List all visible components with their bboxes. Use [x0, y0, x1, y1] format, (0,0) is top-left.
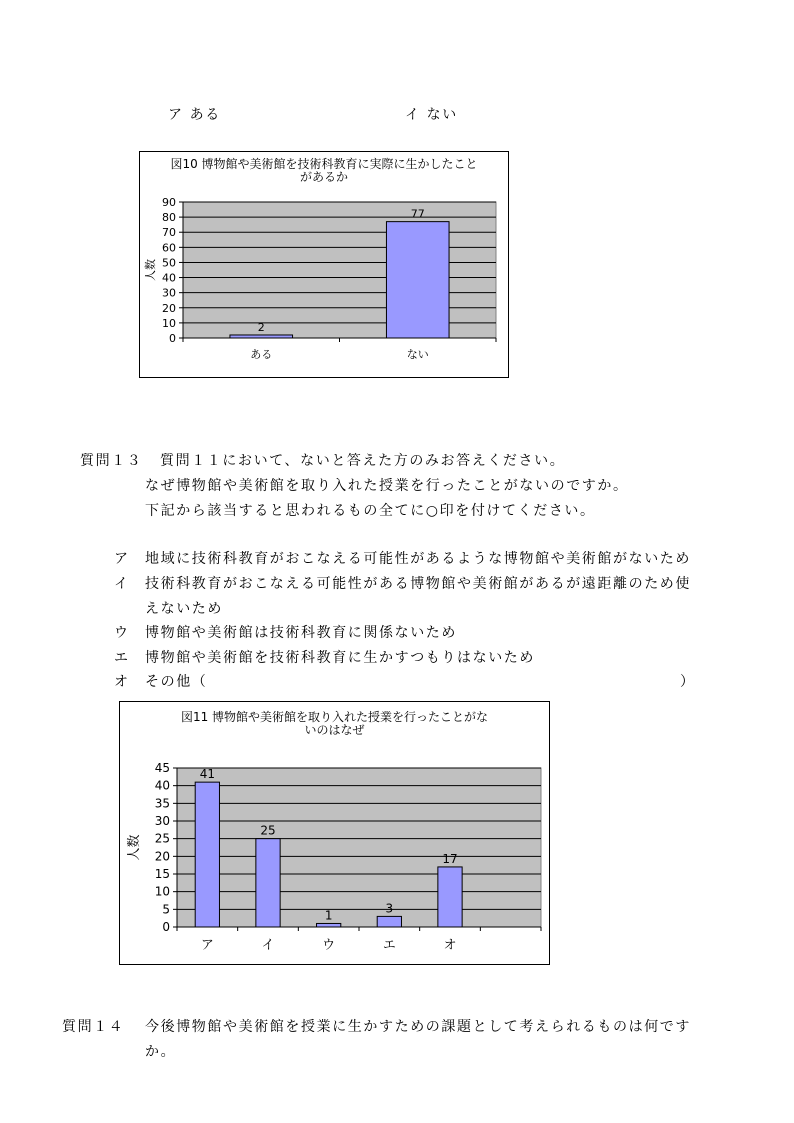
bar [438, 867, 462, 927]
plot-area [177, 768, 541, 927]
y-axis-label: 人数 [144, 259, 157, 281]
option-aru: ア ある [168, 107, 221, 123]
x-tick-label: オ [443, 938, 457, 953]
q13-line2: なぜ博物館や美術館を取り入れた授業を行ったことがないのですか。 [145, 478, 629, 494]
option-nai: イ ない [405, 107, 458, 123]
data-label: 3 [385, 901, 394, 916]
q14-line1: 今後博物館や美術館を授業に生かすための課題として考えられるものは何です [145, 1019, 691, 1035]
chart10-svg [140, 152, 508, 377]
y-tick-label: 90 [162, 196, 176, 209]
chart11-svg [120, 702, 549, 964]
y-axis-label: 人数 [127, 834, 142, 861]
q13-line1: 質問１１において、ないと答えた方のみお答えください。 [160, 453, 566, 469]
y-tick-label: 20 [162, 301, 176, 315]
data-label: 77 [410, 207, 425, 221]
y-tick-label: 30 [154, 814, 170, 828]
data-label: 2 [257, 320, 265, 334]
bar [195, 782, 219, 927]
data-label: 1 [324, 908, 333, 923]
y-tick-label: 80 [162, 211, 176, 225]
bar [377, 916, 401, 927]
q13-number: 質問１３ [80, 453, 143, 469]
y-tick-label: 30 [162, 286, 176, 300]
chart10-title-line1: 図10 博物館や美術館を技術科教育に実際に生かしたこと [170, 157, 478, 171]
chart11-title-line2: いのはなぜ [304, 723, 365, 737]
y-tick-label: 20 [154, 849, 170, 864]
x-tick-label: イ [261, 938, 275, 953]
q13-line3: 下記から該当すると思われるもの全てに○印を付けてください。 [145, 503, 596, 519]
y-tick-label: 5 [162, 902, 170, 917]
q13-option-text-cont: えないため [145, 601, 223, 617]
q13-option-mark: エ [114, 650, 130, 666]
q14-line2: か。 [145, 1044, 177, 1060]
bar [230, 335, 293, 338]
q13-option-text: 博物館や美術館は技術科教育に関係ないため [145, 625, 457, 641]
x-tick-label: ある [250, 348, 273, 361]
y-tick-label: 35 [154, 796, 170, 811]
y-tick-label: 10 [162, 316, 176, 330]
y-tick-label: 50 [162, 256, 176, 270]
q13-option-mark: オ [114, 674, 130, 690]
q13-option-text: 技術科教育がおこなえる可能性がある博物館や美術館があるが遠距離のため使 [145, 576, 691, 592]
chart10-title-line2: があるか [299, 170, 348, 184]
y-tick-label: 60 [162, 241, 176, 255]
x-tick-label: ア [200, 938, 214, 953]
bar [256, 839, 280, 927]
y-tick-label: 0 [162, 920, 170, 934]
y-tick-label: 40 [154, 778, 170, 793]
y-tick-label: 40 [162, 271, 176, 285]
q13-option-mark: ア [114, 551, 130, 567]
q13-option-mark: イ [114, 576, 130, 592]
x-tick-label: ない [406, 348, 429, 361]
y-tick-label: 45 [154, 761, 170, 775]
bar [386, 222, 449, 338]
q13-option-close: ） [680, 674, 696, 690]
chart10-frame [139, 151, 509, 378]
bar [317, 923, 341, 927]
q13-option-text: その他（ [145, 674, 208, 690]
y-tick-label: 25 [154, 831, 170, 846]
q13-option-text: 博物館や美術館を技術科教育に生かすつもりはないため [145, 650, 535, 666]
data-label: 17 [442, 851, 458, 866]
q13-option-mark: ウ [114, 625, 130, 641]
x-tick-label: エ [382, 938, 396, 953]
chart11-frame [119, 701, 550, 965]
chart11-title-line1: 図11 博物館や美術館を取り入れた授業を行ったことがな [180, 710, 489, 724]
data-label: 41 [199, 767, 215, 782]
y-tick-label: 0 [169, 332, 176, 345]
data-label: 25 [260, 823, 276, 838]
y-tick-label: 10 [154, 884, 170, 899]
q14-number: 質問１４ [62, 1019, 125, 1035]
y-tick-label: 15 [154, 867, 170, 881]
y-tick-label: 70 [162, 226, 176, 240]
q13-option-text: 地域に技術科教育がおこなえる可能性があるような博物館や美術館がないため [145, 551, 691, 567]
x-tick-label: ウ [322, 938, 336, 953]
